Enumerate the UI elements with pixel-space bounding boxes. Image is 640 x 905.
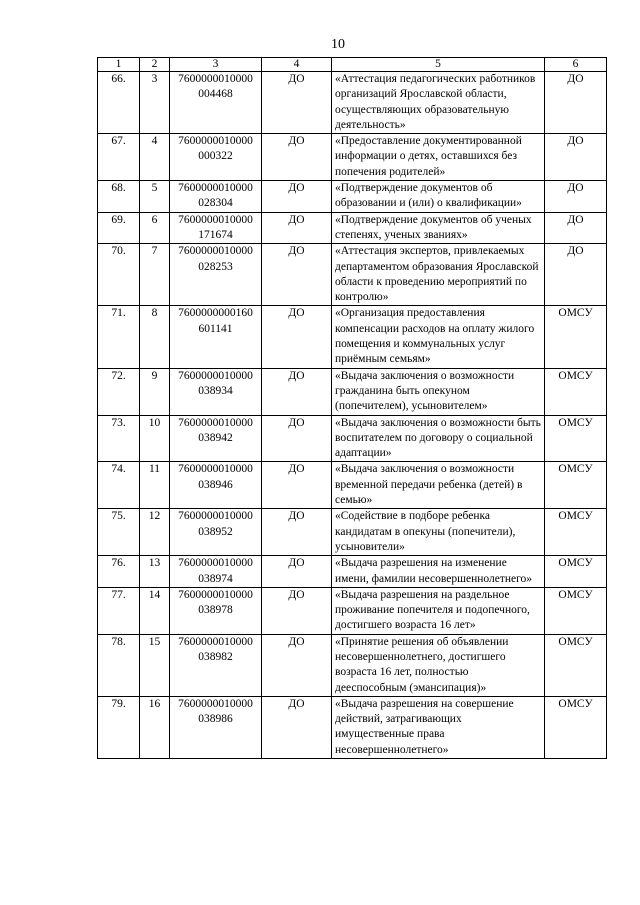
department: ДО	[262, 134, 332, 181]
row-number: 76.	[98, 556, 140, 588]
row-number: 75.	[98, 509, 140, 556]
sub-number: 6	[140, 212, 170, 244]
service-name: «Предоставление документированной информации о детях, оставшихся без попечения родителей»	[332, 134, 545, 181]
row-number: 69.	[98, 212, 140, 244]
service-name: «Выдача заключения о возможности временной передачи ребенка (детей) в семью»	[332, 462, 545, 509]
sub-number: 9	[140, 368, 170, 415]
service-code: 7600000010000 038986	[170, 696, 262, 758]
service-name: «Аттестация педагогических работников организаций Ярославской области, осуществляющих образовательную деятельность»	[332, 72, 545, 134]
row-number: 67.	[98, 134, 140, 181]
sub-number: 3	[140, 72, 170, 134]
responsible-body: ДО	[545, 134, 607, 181]
column-header: 5	[332, 58, 545, 72]
sub-number: 10	[140, 415, 170, 462]
responsible-body: ОМСУ	[545, 368, 607, 415]
row-number: 66.	[98, 72, 140, 134]
responsible-body: ДО	[545, 72, 607, 134]
row-number: 72.	[98, 368, 140, 415]
row-number: 77.	[98, 587, 140, 634]
department: ДО	[262, 306, 332, 368]
column-header: 6	[545, 58, 607, 72]
service-code: 7600000010000 038946	[170, 462, 262, 509]
responsible-body: ОМСУ	[545, 556, 607, 588]
service-code: 7600000010000 038974	[170, 556, 262, 588]
department: ДО	[262, 415, 332, 462]
department: ДО	[262, 509, 332, 556]
row-number: 79.	[98, 696, 140, 758]
service-code: 7600000010000 038952	[170, 509, 262, 556]
table-row	[98, 509, 607, 556]
responsible-body: ДО	[545, 212, 607, 244]
department: ДО	[262, 462, 332, 509]
responsible-body: ОМСУ	[545, 587, 607, 634]
sub-number: 12	[140, 509, 170, 556]
department: ДО	[262, 244, 332, 306]
row-number: 74.	[98, 462, 140, 509]
table-row	[98, 587, 607, 634]
table-row	[98, 212, 607, 244]
service-name: «Выдача разрешения на совершение действий, затрагивающих имущественные права несовершеннолетнего»	[332, 696, 545, 758]
row-number: 68.	[98, 181, 140, 213]
sub-number: 13	[140, 556, 170, 588]
services-table	[97, 57, 607, 759]
sub-number: 5	[140, 181, 170, 213]
column-header: 3	[170, 58, 262, 72]
table-row	[98, 462, 607, 509]
sub-number: 16	[140, 696, 170, 758]
department: ДО	[262, 696, 332, 758]
service-name: «Выдача разрешения на раздельное проживание попечителя и подопечного, достигшего возраста 16 лет»	[332, 587, 545, 634]
service-name: «Организация предоставления компенсации расходов на оплату жилого помещения и коммунальных услуг приёмным семьям»	[332, 306, 545, 368]
service-name: «Подтверждение документов об ученых степенях, ученых званиях»	[332, 212, 545, 244]
column-header: 2	[140, 58, 170, 72]
department: ДО	[262, 72, 332, 134]
service-name: «Принятие решения об объявлении несовершеннолетнего, достигшего возраста 16 лет, полностью дееспособным (эмансипация)»	[332, 634, 545, 696]
table-row	[98, 72, 607, 134]
service-code: 7600000010000 028253	[170, 244, 262, 306]
service-code: 7600000000160 601141	[170, 306, 262, 368]
department: ДО	[262, 212, 332, 244]
service-code: 7600000010000 038934	[170, 368, 262, 415]
service-code: 7600000010000 038978	[170, 587, 262, 634]
sub-number: 11	[140, 462, 170, 509]
responsible-body: ОМСУ	[545, 306, 607, 368]
department: ДО	[262, 368, 332, 415]
service-code: 7600000010000 038942	[170, 415, 262, 462]
table-row	[98, 181, 607, 213]
responsible-body: ОМСУ	[545, 462, 607, 509]
table-row	[98, 415, 607, 462]
responsible-body: ОМСУ	[545, 634, 607, 696]
responsible-body: ОМСУ	[545, 696, 607, 758]
service-name: «Аттестация экспертов, привлекаемых департаментом образования Ярославской области к проведению мероприятий по контролю»	[332, 244, 545, 306]
table-row	[98, 368, 607, 415]
service-code: 7600000010000 004468	[170, 72, 262, 134]
sub-number: 8	[140, 306, 170, 368]
responsible-body: ДО	[545, 244, 607, 306]
row-number: 78.	[98, 634, 140, 696]
service-name: «Выдача разрешения на изменение имени, фамилии несовершеннолетнего»	[332, 556, 545, 588]
department: ДО	[262, 634, 332, 696]
responsible-body: ОМСУ	[545, 509, 607, 556]
page-number: 10	[331, 37, 345, 52]
department: ДО	[262, 587, 332, 634]
responsible-body: ДО	[545, 181, 607, 213]
column-header: 1	[98, 58, 140, 72]
service-code: 7600000010000 028304	[170, 181, 262, 213]
responsible-body: ОМСУ	[545, 415, 607, 462]
table-row	[98, 134, 607, 181]
service-code: 7600000010000 038982	[170, 634, 262, 696]
row-number: 71.	[98, 306, 140, 368]
department: ДО	[262, 556, 332, 588]
table-row	[98, 556, 607, 588]
table-row	[98, 634, 607, 696]
department: ДО	[262, 181, 332, 213]
service-code: 7600000010000 171674	[170, 212, 262, 244]
column-header: 4	[262, 58, 332, 72]
table-header-row	[98, 58, 607, 72]
service-name: «Выдача заключения о возможности гражданина быть опекуном (попечителем), усыновителем»	[332, 368, 545, 415]
service-name: «Выдача заключения о возможности быть воспитателем по договору о социальной адаптации»	[332, 415, 545, 462]
service-name: «Подтверждение документов об образовании и (или) о квалификации»	[332, 181, 545, 213]
row-number: 73.	[98, 415, 140, 462]
row-number: 70.	[98, 244, 140, 306]
service-code: 7600000010000 000322	[170, 134, 262, 181]
service-name: «Содействие в подборе ребенка кандидатам в опекуны (попечители), усыновители»	[332, 509, 545, 556]
table-row	[98, 306, 607, 368]
table-row	[98, 244, 607, 306]
table-row	[98, 696, 607, 758]
sub-number: 15	[140, 634, 170, 696]
sub-number: 7	[140, 244, 170, 306]
sub-number: 4	[140, 134, 170, 181]
sub-number: 14	[140, 587, 170, 634]
